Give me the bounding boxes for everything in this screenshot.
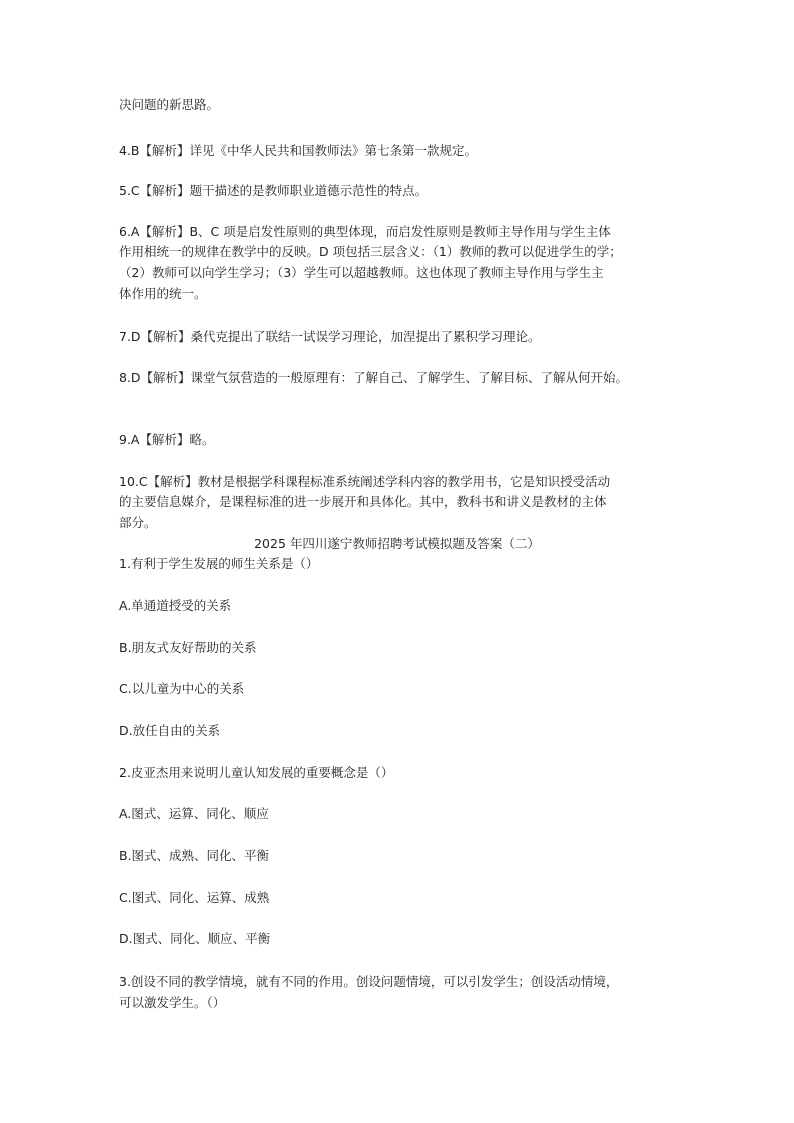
question-option: C.以儿童为中心的关系: [119, 681, 245, 696]
answer-line: 10.C【解析】教材是根据学科课程标准系统阐述学科内容的教学用书，它是知识授受活动: [119, 474, 611, 489]
answer-line: 体作用的统一。: [119, 286, 207, 301]
question-option: D.图式、同化、顺应、平衡: [119, 931, 271, 946]
answer-line: 4.B【解析】详见《中华人民共和国教师法》第七条第一款规定。: [119, 143, 478, 158]
answer-line: 7.D【解析】桑代克提出了联结一试误学习理论，加涅提出了累积学习理论。: [119, 329, 541, 344]
section-title: 2025 年四川遂宁教师招聘考试模拟题及答案（二）: [254, 536, 540, 551]
question-option: B.图式、成熟、同化、平衡: [119, 848, 270, 863]
question-option: B.朋友式友好帮助的关系: [119, 640, 257, 655]
question-stem: 1.有利于学生发展的师生关系是（）: [119, 556, 319, 571]
continuation-text: 决问题的新思路。: [119, 97, 220, 112]
question-option: C.图式、同化、运算、成熟: [119, 890, 270, 905]
question-option: A.图式、运算、同化、顺应: [119, 806, 269, 821]
question-stem: 3.创设不同的教学情境，就有不同的作用。创设问题情境，可以引发学生；创设活动情境，: [119, 974, 619, 989]
answer-line: 9.A【解析】略。: [119, 432, 215, 447]
answer-line: 6.A【解析】B、C 项是启发性原则的典型体现，而启发性原则是教师主导作用与学生主体: [119, 224, 611, 239]
question-stem: 2.皮亚杰用来说明儿童认知发展的重要概念是（）: [119, 765, 394, 780]
question-option: D.放任自由的关系: [119, 723, 221, 738]
answer-line: 5.C【解析】题干描述的是教师职业道德示范性的特点。: [119, 183, 428, 198]
answer-line: （2）教师可以向学生学习；（3）学生可以超越教师。这也体现了教师主导作用与学生主: [119, 265, 604, 280]
question-option: A.单通道授受的关系: [119, 598, 232, 613]
answer-line: 作用相统一的规律在教学中的反映。D 项包括三层含义：（1）教师的教可以促进学生的学；: [119, 244, 622, 259]
answer-line: 8.D【解析】课堂气氛营造的一般原理有：了解自己、了解学生、了解目标、了解从何开始。: [119, 370, 629, 385]
question-stem: 可以激发学生。（）: [119, 995, 226, 1010]
answer-line: 的主要信息媒介，是课程标准的进一步展开和具体化。其中，教科书和讲义是教材的主体: [119, 494, 607, 509]
answer-line: 部分。: [119, 515, 157, 530]
